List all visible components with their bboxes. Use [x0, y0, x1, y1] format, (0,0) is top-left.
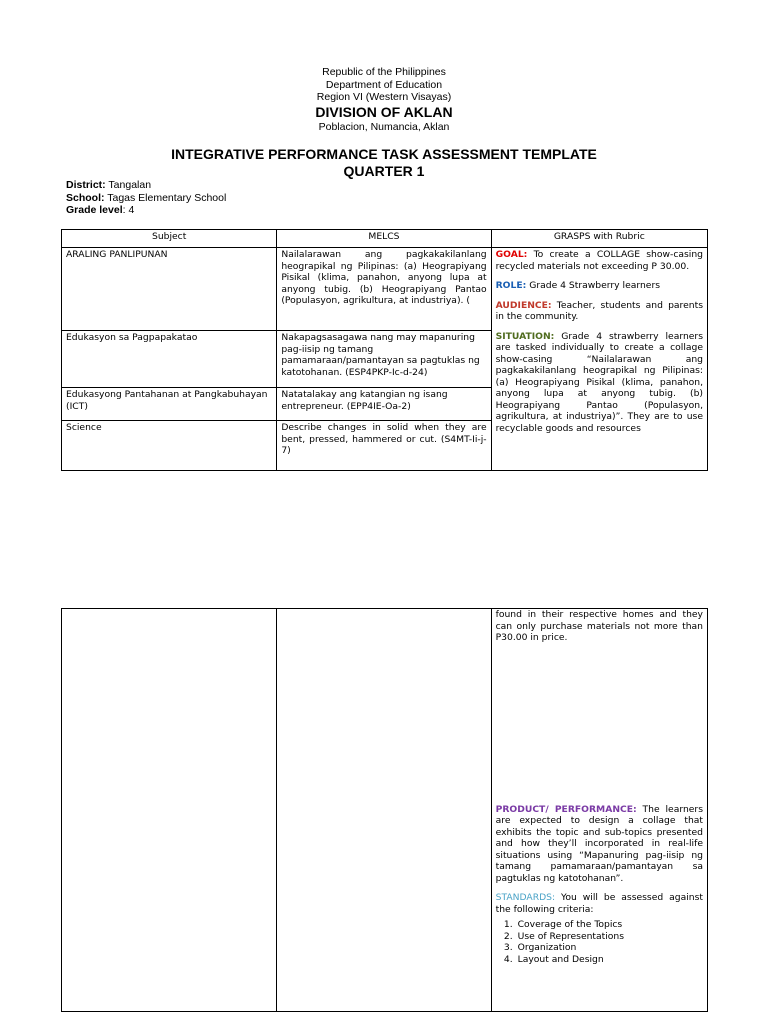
header-grasps: GRASPS with Rubric	[491, 230, 707, 248]
product-paragraph	[496, 804, 703, 885]
situation-label: SITUATION:	[495, 330, 555, 342]
product-label: PRODUCT/ PERFORMANCE:	[495, 803, 637, 815]
list-item: 1. Coverage of the Topics	[516, 919, 703, 931]
assessment-table	[61, 229, 708, 471]
goal-label: GOAL:	[495, 249, 528, 260]
school-value: Tagas Elementary School	[107, 191, 227, 204]
table-row	[62, 248, 708, 331]
grasps-cell-continued	[491, 609, 707, 1012]
grade-row	[66, 204, 226, 217]
table-row	[62, 609, 708, 1012]
role-label: ROLE:	[495, 280, 527, 291]
situation-continued: found in their respective homes and they can only purchase materials not more than P30.00 in price.	[495, 609, 703, 643]
region-line: Region VI (Western Visayas)	[316, 91, 452, 103]
school-info	[66, 179, 226, 217]
standards-label: STANDARDS:	[495, 892, 556, 903]
grade-value: : 4	[122, 204, 135, 216]
document-header	[0, 66, 768, 133]
audience-text: Teacher, students and parents in the community.	[495, 299, 703, 322]
subject-cell: ARALING PANLIPUNAN	[62, 248, 277, 331]
subject-cell: Edukasyon sa Pagpapakatao	[62, 331, 277, 388]
subject-cell-empty	[62, 609, 277, 1012]
title-line-1: INTEGRATIVE PERFORMANCE TASK ASSESSMENT TEMPLATE	[171, 146, 597, 162]
audience-label: AUDIENCE:	[495, 299, 552, 311]
subject-cell: Edukasyong Pantahanan at Pangkabuhayan (ICT)	[62, 388, 277, 421]
grade-label: Grade level	[66, 204, 123, 216]
situation-paragraph	[496, 331, 703, 435]
district-row	[66, 179, 226, 192]
standards-paragraph	[496, 892, 703, 915]
melcs-cell: Nakapagsasagawa nang may mapanuring pag-iisip ng tamang pamamaraan/pamantayan sa pagtuklas ng katotohanan. (ESP4PKP-Ic-d-24)	[277, 331, 491, 388]
document-title	[0, 146, 768, 180]
department-line: Department of Education	[325, 78, 443, 91]
goal-text: To create a COLLAGE show-casing recycled materials not exceeding P 30.00.	[495, 249, 703, 272]
header-subject: Subject	[62, 230, 277, 248]
district-value: Tangalan	[108, 179, 152, 191]
school-label: School:	[66, 191, 105, 204]
school-row	[66, 192, 226, 205]
district-label: District:	[66, 179, 106, 191]
header-melcs: MELCS	[277, 230, 491, 248]
standards-text: You will be assessed against the following criteria:	[495, 892, 703, 915]
division-address: Poblacion, Numancia, Aklan	[318, 120, 450, 133]
title-line-2: QUARTER 1	[343, 163, 425, 179]
audience-paragraph	[496, 300, 703, 323]
criteria-list	[496, 919, 703, 965]
assessment-table-continued	[61, 608, 708, 1012]
melcs-cell: Describe changes in solid when they are bent, pressed, hammered or cut. (S4MT-Ii-j-7)	[277, 421, 491, 471]
role-paragraph	[496, 280, 703, 292]
division-name: DIVISION OF AKLAN	[315, 103, 453, 120]
goal-paragraph	[496, 249, 703, 272]
situation-text: Grade 4 strawberry learners are tasked individually to create a collage show-casing “Nailalarawan ang pagkakakilanlang heograpikal ng Pilipinas: (a) Heograpiyang Pisikal (klima, panahon, anyong lupa at anyong tubig. (b) Heograpiyang Pantao (Populasyon, agrikultura, at industriya)”. They are to use recyclable goods and resources	[495, 330, 703, 434]
melcs-cell: Natatalakay ang katangian ng isang entrepreneur. (EPP4IE-Oa-2)	[277, 388, 491, 421]
table-header-row	[62, 230, 708, 248]
subject-cell: Science	[62, 421, 277, 471]
list-item: 3. Organization	[516, 942, 703, 954]
list-item: 4. Layout and Design	[516, 954, 703, 966]
role-text: Grade 4 Strawberry learners	[526, 280, 661, 291]
melcs-cell: Nailalarawan ang pagkakakilanlang heograpikal ng Pilipinas: (a) Heograpiyang Pisikal (klima, panahon, anyong lupa at anyong tubig. (b) Heograpiyang Pantao (Populasyon, agrikultura, at industriya). (	[277, 248, 491, 331]
grasps-cell	[491, 248, 707, 471]
republic-line: Republic of the Philippines	[322, 66, 446, 78]
list-item: 2. Use of Representations	[516, 931, 703, 943]
melcs-cell-empty	[277, 609, 491, 1012]
product-text: The learners are expected to design a collage that exhibits the topic and sub-topics presented and how they’ll incorporated in real-life situations using “Mapanuring pag-iisip ng tamang pamamaraan/pamantayan sa pagtuklas ng katotohanan”.	[495, 803, 703, 884]
